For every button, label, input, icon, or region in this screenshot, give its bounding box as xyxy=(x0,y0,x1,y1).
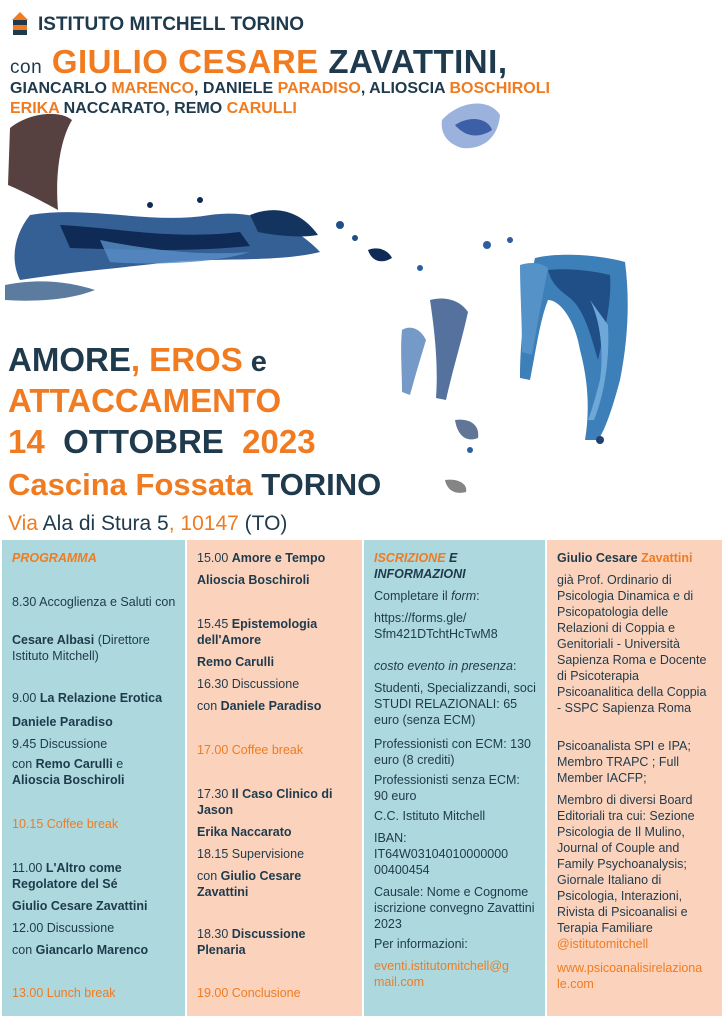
co-speaker-first: ERIKA xyxy=(10,100,60,117)
cost-label: costo evento in presenza xyxy=(374,659,513,673)
address-zip: 10147 xyxy=(174,512,239,535)
and: e xyxy=(112,757,124,771)
bio-name-last: Zavattini xyxy=(637,551,693,565)
heading-info: E INFORMAZIONI xyxy=(374,551,466,581)
co-speaker-first: ALIOSCIA xyxy=(369,80,446,97)
co-speaker-last: NACCARATO xyxy=(63,100,166,117)
instruction-text: Completare il xyxy=(374,589,452,603)
institute-logo-icon xyxy=(10,10,30,36)
program-item-talk-4 xyxy=(197,616,354,648)
talk-title: Amore e Tempo xyxy=(231,551,326,565)
program-item-talk-3 xyxy=(197,550,354,566)
talk-title: L'Altro come Regolatore del Sé xyxy=(12,861,122,891)
program-item-supervisor xyxy=(197,868,354,900)
payment-reason: Causale: Nome e Cognome iscrizione convegno Zavattini 2023 xyxy=(374,885,535,931)
form-word: form xyxy=(451,589,477,603)
co-speaker-sep: , xyxy=(360,80,370,97)
con: con xyxy=(197,869,221,883)
fee-no-ecm: Professionisti senza ECM: 90 euro xyxy=(374,773,520,803)
speaker-name: Giulio Cesare Zavattini xyxy=(197,869,302,899)
address-province: (TO) xyxy=(238,512,288,535)
time: 11.00 xyxy=(12,861,46,875)
title-eros: , EROS xyxy=(130,341,243,378)
talk-title: Epistemologia dell'Amore xyxy=(197,617,318,647)
time: 9.00 xyxy=(12,691,40,705)
co-speaker-last: CARULLI xyxy=(226,100,297,117)
speaker-name: Remo Carulli xyxy=(197,655,275,669)
talk-title: La Relazione Erotica xyxy=(39,691,163,705)
program-morning-panel xyxy=(2,540,185,1016)
co-speakers-line-1 xyxy=(10,80,550,98)
bio-paragraph-2: Psicoanalista SPI e IPA; Membro TRAPC ; Full Member IACFP; xyxy=(557,739,691,785)
talk-title: Discussione Plenaria xyxy=(197,927,306,957)
institute-name: ISTITUTO MITCHELL TORINO xyxy=(38,14,304,35)
program-item-coffee-1: 10.15 Coffee break xyxy=(12,817,119,831)
address-street: Ala di Stura 5 xyxy=(37,512,169,535)
program-item-plenary xyxy=(197,926,354,958)
registration-panel xyxy=(364,540,545,1016)
program-item-conclusion: 19.00 Conclusione xyxy=(197,986,301,1000)
speaker-name: Alioscia Boschiroli xyxy=(12,773,125,787)
program-item-welcome-speaker xyxy=(12,632,177,664)
program-item-coffee-2: 17.00 Coffee break xyxy=(197,743,304,757)
event-year: 2023 xyxy=(242,423,316,460)
event-title-block xyxy=(8,340,381,506)
con: con xyxy=(197,699,221,713)
program-item-talk-5 xyxy=(197,786,354,818)
form-link[interactable]: https://forms.gle/ Sfm421DTchtHcTwM8 xyxy=(374,611,498,641)
program-item-talk-2 xyxy=(12,860,177,892)
program-item-discussants-2 xyxy=(12,942,177,958)
co-speaker-last: BOSCHIROLI xyxy=(449,80,550,97)
title-e: e xyxy=(242,346,267,378)
info-columns xyxy=(0,540,724,1018)
speaker-name: Erika Naccarato xyxy=(197,825,292,839)
title-amore: AMORE xyxy=(8,341,131,378)
event-day: 14 xyxy=(8,423,45,460)
speaker-name: Giancarlo Marenco xyxy=(35,943,149,957)
fee-students: Studenti, Specializzandi, soci STUDI RELAZIONALI: 65 euro (senza ECM) xyxy=(374,681,536,727)
bank-account: C.C. Istituto Mitchell xyxy=(374,809,486,823)
speaker-name: Remo Carulli xyxy=(35,757,113,771)
speaker-name: Cesare Albasi xyxy=(12,633,95,647)
social-handle-link[interactable]: @istitutomitchell xyxy=(557,937,649,951)
main-speaker-first: GIULIO CESARE xyxy=(51,43,319,80)
program-item-discussion-3: 16.30 Discussione xyxy=(197,677,300,691)
program-item-talk-1 xyxy=(12,690,177,706)
main-speaker-suffix: , xyxy=(497,43,508,80)
time: 15.45 xyxy=(197,617,232,631)
program-item-discussants-3 xyxy=(197,698,354,714)
iban: IBAN: IT64W03104010000000 00400454 xyxy=(374,831,509,877)
time: 18.30 xyxy=(197,927,232,941)
bio-name-first: Giulio Cesare xyxy=(557,551,638,565)
bio-name xyxy=(557,550,714,566)
title-line-1 xyxy=(8,340,381,382)
speaker-name: Alioscia Boschiroli xyxy=(197,573,310,587)
venue-city: TORINO xyxy=(261,467,382,502)
talk-title: Il Caso Clinico di Jason xyxy=(197,787,333,817)
colon: : xyxy=(512,659,517,673)
info-label: Per informazioni: xyxy=(374,937,468,951)
co-speaker-sep: , xyxy=(194,80,203,97)
form-instruction xyxy=(374,588,537,604)
program-item-discussion-2: 12.00 Discussione xyxy=(12,921,115,935)
address-via: Via xyxy=(8,512,38,535)
main-speaker-last: ZAVATTINI xyxy=(328,43,498,80)
co-speaker-first: REMO xyxy=(174,100,223,117)
co-speaker-last: PARADISO xyxy=(277,80,361,97)
co-speaker-sep: , xyxy=(165,100,175,117)
speaker-role: (Direttore Istituto Mitchell) xyxy=(12,633,150,663)
co-speakers-line-2 xyxy=(10,100,297,118)
speaker-bio-panel xyxy=(547,540,722,1016)
event-date xyxy=(8,420,381,464)
website-link[interactable]: www.psicoanalisirelaziona le.com xyxy=(557,961,703,991)
time: 17.30 xyxy=(197,787,232,801)
heading-iscrizione: ISCRIZIONE xyxy=(374,551,446,565)
co-speaker-first: GIANCARLO xyxy=(10,80,107,97)
bio-paragraph-3: Membro di diversi Board Editoriali tra cui: Sezione Psicologia de Il Mulino, Journal of Couple and Family Psychoanalysis; Giornale Italiano di Psicologia, Interazioni, Rivista di Psicoanalisi e Terapia Familiare xyxy=(557,793,695,935)
con: con xyxy=(12,757,36,771)
event-venue xyxy=(8,464,381,506)
contact-email-link[interactable]: eventi.istitutomitchell@g mail.com xyxy=(374,959,509,989)
program-item-discussants-1 xyxy=(12,756,177,788)
fee-ecm: Professionisti con ECM: 130 euro (8 crediti) xyxy=(374,737,532,767)
program-heading: PROGRAMMA xyxy=(12,551,97,565)
address-comma: , xyxy=(168,512,175,535)
program-item-supervision: 18.15 Supervisione xyxy=(197,847,305,861)
venue-name: Cascina Fossata xyxy=(8,467,253,502)
speaker-name: Daniele Paradiso xyxy=(220,699,322,713)
program-item-discussion-1: 9.45 Discussione xyxy=(12,737,108,751)
bio-paragraph-1: già Prof. Ordinario di Psicologia Dinamica e di Psicopatologia delle Relazioni di Coppia e Genitoriali - Università Sapienza Roma e Docente di Psicoterapia Psicoanalitica della Coppia - SSPC Sapienza Roma xyxy=(557,573,707,715)
speaker-name: Giulio Cesare Zavattini xyxy=(12,899,148,913)
event-address xyxy=(8,512,287,536)
time: 15.00 xyxy=(197,551,232,565)
event-month: OTTOBRE xyxy=(63,423,224,460)
speaker-name: Daniele Paradiso xyxy=(12,715,113,729)
co-speaker-first: DANIELE xyxy=(202,80,274,97)
co-speaker-last: MARENCO xyxy=(111,80,195,97)
registration-heading xyxy=(374,550,537,582)
cost-heading xyxy=(374,658,537,674)
program-afternoon-panel xyxy=(187,540,362,1016)
with-label: con xyxy=(10,57,43,78)
colon: : xyxy=(476,589,480,603)
program-item-welcome: 8.30 Accoglienza e Saluti con xyxy=(12,595,176,609)
con: con xyxy=(12,943,36,957)
title-line-2: ATTACCAMENTO xyxy=(8,382,282,419)
program-item-lunch: 13.00 Lunch break xyxy=(12,986,116,1000)
